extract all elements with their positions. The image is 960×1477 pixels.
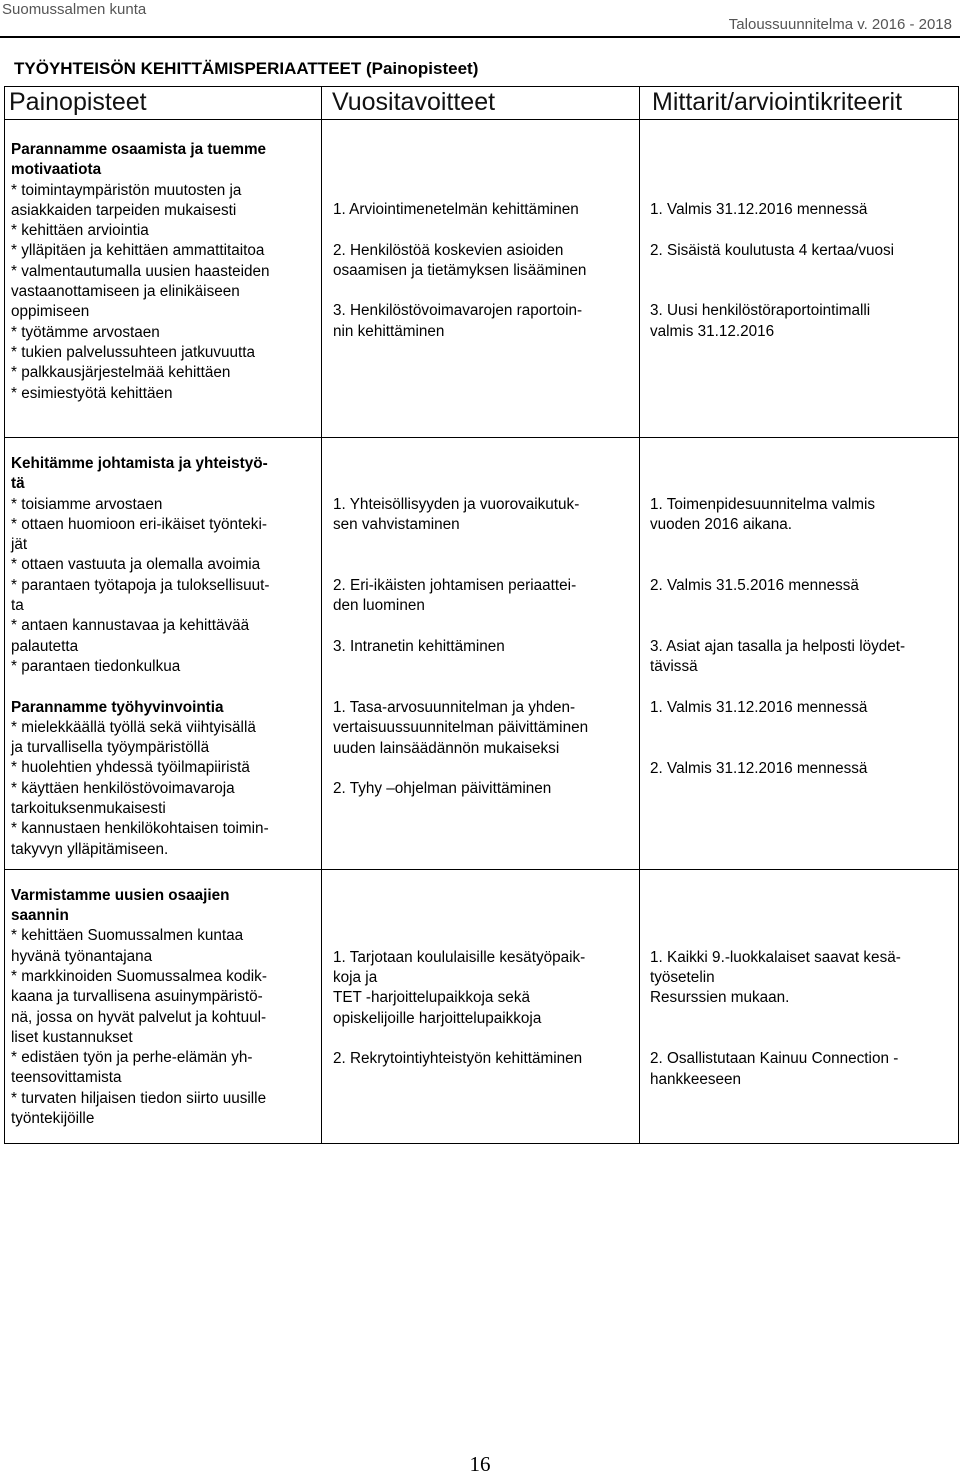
- focus-line: * palkkausjärjestelmää kehittäen: [11, 364, 231, 382]
- focus-line: nä, jossa on hyvät palvelut ja kohtuul-: [11, 1008, 267, 1026]
- focus-line: * huolehtien yhdessä työilmapiiristä: [11, 759, 250, 777]
- table-row: [5, 438, 959, 870]
- header-document-name: Taloussuunnitelma v. 2016 - 2018: [728, 16, 952, 33]
- goals-cell: [322, 120, 640, 438]
- focus-line: takyvyn ylläpitämiseen.: [11, 840, 169, 858]
- goal-item: koja ja: [333, 969, 378, 987]
- focus-heading: Kehitämme johtamista ja yhteistyö-: [11, 455, 268, 472]
- focus-line: tarkoituksenmukaisesti: [11, 800, 166, 818]
- metric-item: 2. Valmis 31.12.2016 mennessä: [650, 759, 868, 777]
- focus-line: * ottaen huomioon eri-ikäiset työnteki-: [11, 515, 267, 533]
- focus-heading: tä: [11, 475, 25, 493]
- goal-item: den luominen: [333, 597, 425, 615]
- metric-item: 3. Asiat ajan tasalla ja helposti löydet-: [650, 638, 906, 656]
- focus-line: ja turvallisella työympäristöllä: [11, 739, 210, 757]
- focus-line: vastaanottamiseen ja elinikäiseen: [11, 283, 240, 301]
- focus-line: ta: [11, 597, 24, 615]
- metrics-cell: [640, 120, 959, 438]
- metric-item: 1. Toimenpidesuunnitelma valmis: [650, 496, 876, 513]
- goal-item: vertaisuussuunnitelman päivittäminen: [333, 719, 589, 737]
- focus-line: * antaen kannustavaa ja kehittävää: [11, 617, 250, 635]
- goal-item: 1. Tasa-arvosuunnitelman ja yhden-: [333, 698, 576, 716]
- header-divider: [0, 36, 960, 38]
- focus-line: * käyttäen henkilöstövoimavaroja: [11, 779, 235, 797]
- metric-item: 1. Valmis 31.12.2016 mennessä: [650, 201, 868, 218]
- focus-line: palautetta: [11, 637, 79, 655]
- goal-item: osaamisen ja tietämyksen lisääminen: [333, 261, 587, 279]
- focus-line: * valmentautumalla uusien haasteiden: [11, 262, 270, 280]
- metric-item: vuoden 2016 aikana.: [650, 516, 793, 534]
- focus-line: * kannustaen henkilökohtaisen toimin-: [11, 820, 269, 838]
- focus-line: * kehittäen arviointia: [11, 222, 149, 240]
- column-header-focus: Painopisteet: [5, 87, 322, 120]
- principles-table: [4, 86, 959, 1144]
- focus-line: kaana ja turvallisena asuinympäristö-: [11, 988, 263, 1006]
- focus-line: liset kustannukset: [11, 1028, 133, 1046]
- goals-cell: [322, 869, 640, 1143]
- focus-heading: saannin: [11, 907, 69, 925]
- focus-line: asiakkaiden tarpeiden mukaisesti: [11, 201, 237, 219]
- goal-item: 3. Henkilöstövoimavarojen raportoin-: [333, 302, 583, 320]
- focus-line: * toisiamme arvostaen: [11, 495, 163, 513]
- focus-heading: Parannamme osaamista ja tuemme: [11, 141, 267, 158]
- focus-line: * toimintaympäristön muutosten ja: [11, 181, 242, 199]
- goal-item: nin kehittäminen: [333, 322, 445, 340]
- focus-line: * esimiestyötä kehittäen: [11, 384, 173, 402]
- metric-item: 1. Kaikki 9.-luokkalaiset saavat kesä-: [650, 948, 901, 966]
- metric-item: 1. Valmis 31.12.2016 mennessä: [650, 698, 868, 716]
- metric-item: 2. Sisäistä koulutusta 4 kertaa/vuosi: [650, 241, 895, 259]
- focus-line: oppimiseen: [11, 303, 90, 321]
- table-row: [5, 120, 959, 438]
- goal-item: 1. Tarjotaan koululaisille kesätyöpaik-: [333, 948, 586, 966]
- focus-line: työntekijöille: [11, 1110, 95, 1128]
- focus-line: * ylläpitäen ja kehittäen ammattitaitoa: [11, 242, 265, 260]
- column-header-goals: Vuositavoitteet: [322, 87, 640, 120]
- table-header-row: [5, 87, 959, 120]
- table-row: [5, 869, 959, 1143]
- focus-line: * markkinoiden Suomussalmea kodik-: [11, 967, 267, 985]
- metrics-cell: [640, 869, 959, 1143]
- goal-item: uuden lainsäädännön mukaiseksi: [333, 739, 560, 757]
- focus-line: * kehittäen Suomussalmen kuntaa: [11, 927, 244, 945]
- focus-line: teensovittamista: [11, 1069, 122, 1087]
- goal-item: sen vahvistaminen: [333, 516, 460, 534]
- metric-item: tävissä: [650, 658, 698, 676]
- focus-line: * tukien palvelussuhteen jatkuvuutta: [11, 343, 256, 361]
- focus-heading: Varmistamme uusien osaajien: [11, 886, 230, 904]
- metric-item: 2. Osallistutaan Kainuu Connection -: [650, 1050, 899, 1068]
- focus-line: hyvänä työnantajana: [11, 947, 153, 965]
- goal-item: opiskelijoille harjoittelupaikkoja: [333, 1009, 542, 1027]
- metrics-cell: [640, 438, 959, 870]
- goal-item: 2. Henkilöstöä koskevien asioiden: [333, 241, 564, 259]
- metric-item: valmis 31.12.2016: [650, 322, 775, 340]
- goal-item: 1. Arviointimenetelmän kehittäminen: [333, 201, 579, 218]
- focus-cell: [5, 438, 322, 870]
- goal-item: 1. Yhteisöllisyyden ja vuorovaikutuk-: [333, 496, 580, 513]
- goal-item: 2. Tyhy –ohjelman päivittäminen: [333, 780, 552, 798]
- metric-item: hankkeeseen: [650, 1070, 742, 1088]
- goal-item: TET -harjoittelupaikkoja sekä: [333, 989, 530, 1007]
- focus-line: * parantaen työtapoja ja tuloksellisuut-: [11, 576, 270, 594]
- document-title: TYÖYHTEISÖN KEHITTÄMISPERIAATTEET (Painopisteet): [14, 59, 479, 78]
- metric-item: Resurssien mukaan.: [650, 989, 790, 1007]
- focus-line: * ottaen vastuuta ja olemalla avoimia: [11, 556, 261, 574]
- focus-line: * turvaten hiljaisen tiedon siirto uusille: [11, 1089, 267, 1107]
- focus-heading: motivaatiota: [11, 161, 102, 179]
- header-organization: Suomussalmen kunta: [2, 1, 147, 18]
- column-header-metrics: Mittarit/arviointikriteerit: [640, 87, 959, 120]
- focus-line: * parantaen tiedonkulkua: [11, 657, 181, 675]
- metric-item: 2. Valmis 31.5.2016 mennessä: [650, 577, 859, 595]
- focus-heading: Parannamme työhyvinvointia: [11, 698, 224, 716]
- focus-cell: [5, 120, 322, 438]
- metric-item: 3. Uusi henkilöstöraportointimalli: [650, 302, 871, 320]
- goal-item: 2. Rekrytointiyhteistyön kehittäminen: [333, 1050, 583, 1068]
- focus-line: * edistäen työn ja perhe-elämän yh-: [11, 1049, 253, 1067]
- goal-item: 2. Eri-ikäisten johtamisen periaattei-: [333, 577, 577, 595]
- metric-item: työsetelin: [650, 969, 715, 987]
- goal-item: 3. Intranetin kehittäminen: [333, 638, 505, 656]
- page-number: 16: [469, 1452, 491, 1476]
- focus-cell: [5, 869, 322, 1143]
- focus-line: jät: [11, 536, 28, 554]
- focus-line: * mielekkäällä työllä sekä viihtyisällä: [11, 718, 256, 736]
- goals-cell: [322, 438, 640, 870]
- focus-line: * työtämme arvostaen: [11, 323, 160, 341]
